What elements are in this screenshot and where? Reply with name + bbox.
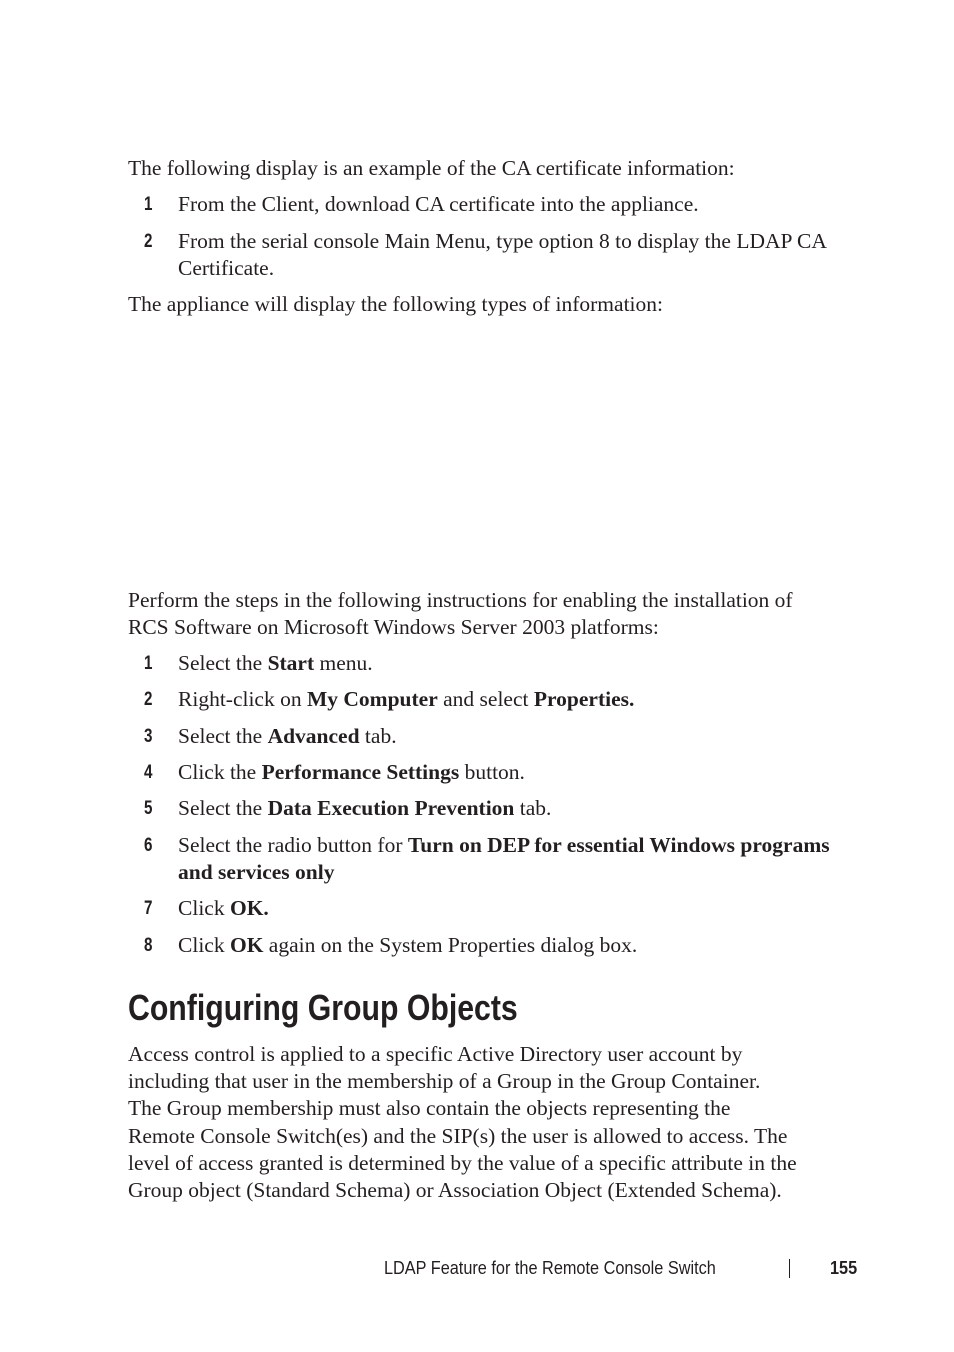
t: again on the System Properties dialog box. [263, 933, 638, 957]
step-text [178, 832, 830, 859]
t: Select the radio button for [178, 833, 408, 857]
step-text [178, 932, 637, 959]
section-heading: Configuring Group Objects [128, 987, 518, 1028]
step-text: From the Client, download CA certificate into the appliance. [178, 192, 699, 216]
step-text [178, 759, 525, 786]
step-number: 1 [144, 194, 153, 215]
step-text: From the serial console Main Menu, type option 8 to display the LDAP CA [178, 229, 827, 253]
step-text [178, 686, 634, 713]
t: Select the [178, 651, 268, 675]
t: Select the [178, 796, 268, 820]
step-text [178, 795, 551, 822]
footer-separator [789, 1259, 790, 1278]
step-number: 5 [144, 798, 153, 819]
ui-term: Advanced [267, 724, 360, 748]
t: Select the [178, 724, 268, 748]
step-number: 8 [144, 935, 153, 956]
ui-term: Start [267, 651, 315, 675]
step-text [178, 650, 373, 677]
t: menu. [314, 651, 373, 675]
ui-term: Properties. [533, 687, 635, 711]
ui-term: Data Execution Prevention [267, 796, 515, 820]
section-paragraph-line: including that user in the membership of a Group in the Group Container. [128, 1069, 761, 1093]
t: Click [178, 933, 230, 957]
step-text [178, 895, 269, 922]
page-number: 155 [830, 1257, 858, 1278]
ui-term: My Computer [306, 687, 438, 711]
t: tab. [359, 724, 397, 748]
t: button. [459, 760, 525, 784]
t: Right-click on [178, 687, 307, 711]
step-number: 3 [144, 726, 153, 747]
t: Click the [178, 760, 262, 784]
section-paragraph-line: Access control is applied to a specific Active Directory user account by [128, 1042, 743, 1066]
step-number: 6 [144, 835, 153, 856]
step-text [178, 859, 334, 886]
step-text: Certificate. [178, 256, 275, 280]
t: tab. [514, 796, 552, 820]
ui-term: OK. [229, 896, 269, 920]
section-paragraph-line: Remote Console Switch(es) and the SIP(s) the user is allowed to access. The [128, 1124, 788, 1148]
section-paragraph-line: The Group membership must also contain the objects representing the [128, 1096, 731, 1120]
section-paragraph-line: level of access granted is determined by the value of a specific attribute in the [128, 1151, 797, 1175]
paragraph-ca-info: The following display is an example of the CA certificate information: [128, 156, 735, 180]
section-paragraph-line: Group object (Standard Schema) or Association Object (Extended Schema). [128, 1178, 782, 1202]
step-text [178, 723, 397, 750]
paragraph-dep: Perform the steps in the following instructions for enabling the installation of [128, 588, 793, 612]
step-number: 2 [144, 689, 153, 710]
t: and select [437, 687, 534, 711]
ui-term: Performance Settings [261, 760, 460, 784]
step-number: 7 [144, 898, 153, 919]
paragraph-dep: RCS Software on Microsoft Windows Server 2003 platforms: [128, 615, 659, 639]
ui-term: OK [229, 933, 264, 957]
step-number: 2 [144, 231, 153, 252]
step-number: 1 [144, 653, 153, 674]
paragraph-appliance-info: The appliance will display the following types of information: [128, 292, 663, 316]
step-number: 4 [144, 762, 153, 783]
footer-title: LDAP Feature for the Remote Console Switch [384, 1257, 716, 1278]
ui-term: Turn on DEP for essential Windows programs [407, 833, 830, 857]
t: Click [178, 896, 230, 920]
ui-term: and services only [178, 860, 335, 884]
